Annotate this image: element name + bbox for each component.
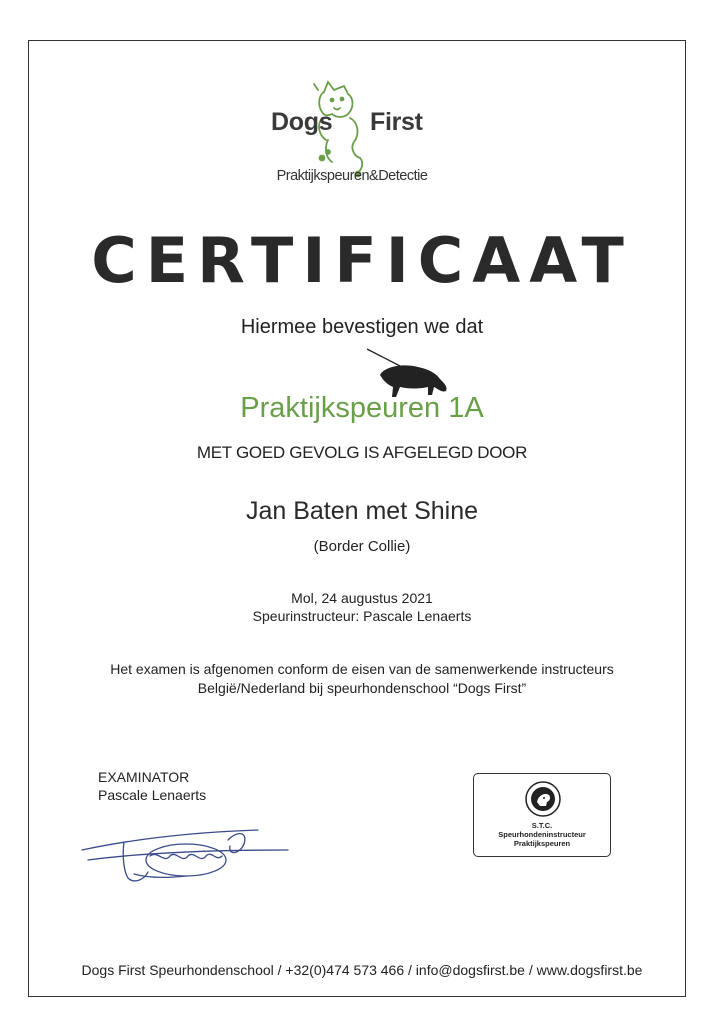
logo-word-dogs: Dogs — [271, 108, 333, 136]
place-date: Mol, 24 augustus 2021 — [291, 590, 433, 606]
stamp-line-3: Praktijkspeuren — [513, 839, 571, 848]
examiner-label: EXAMINATOR — [98, 769, 190, 785]
logo-tagline: Praktijkspeuren&Detectie — [276, 168, 428, 184]
stamp-line-1: S.T.C. — [531, 821, 553, 830]
course-name: Praktijkspeuren 1A — [240, 392, 484, 424]
certificate-title: CERTIFICAAT — [91, 224, 633, 297]
statement-line-1: Het examen is afgenomen conform de eisen van de samenwerkende instructeurs — [110, 661, 614, 677]
stc-stamp — [473, 773, 611, 857]
candidate-name: Jan Baten met Shine — [245, 497, 479, 525]
intro-text: Hiermee bevestigen we dat — [240, 316, 484, 338]
examiner-block — [98, 768, 206, 804]
footer-contact: Dogs First Speurhondenschool / +32(0)474 573 466 / info@dogsfirst.be / www.dogsfirst.be — [81, 962, 643, 978]
statement-line-2: België/Nederland bij speurhondenschool “Dogs First” — [197, 680, 527, 696]
dog-breed: (Border Collie) — [313, 538, 411, 555]
completed-line: MET GOED GEVOLG IS AFGELEGD DOOR — [196, 443, 528, 462]
stamp-line-2: Speurhondeninstructeur — [498, 830, 586, 839]
stc-emblem-icon — [524, 780, 562, 818]
dogs-first-logo — [262, 78, 462, 193]
examiner-name: Pascale Lenaerts — [98, 787, 207, 803]
instructor: Speurinstructeur: Pascale Lenaerts — [252, 608, 472, 624]
exam-statement — [0, 660, 724, 698]
examiner-signature — [78, 820, 298, 890]
logo-word-first: First — [370, 108, 423, 136]
